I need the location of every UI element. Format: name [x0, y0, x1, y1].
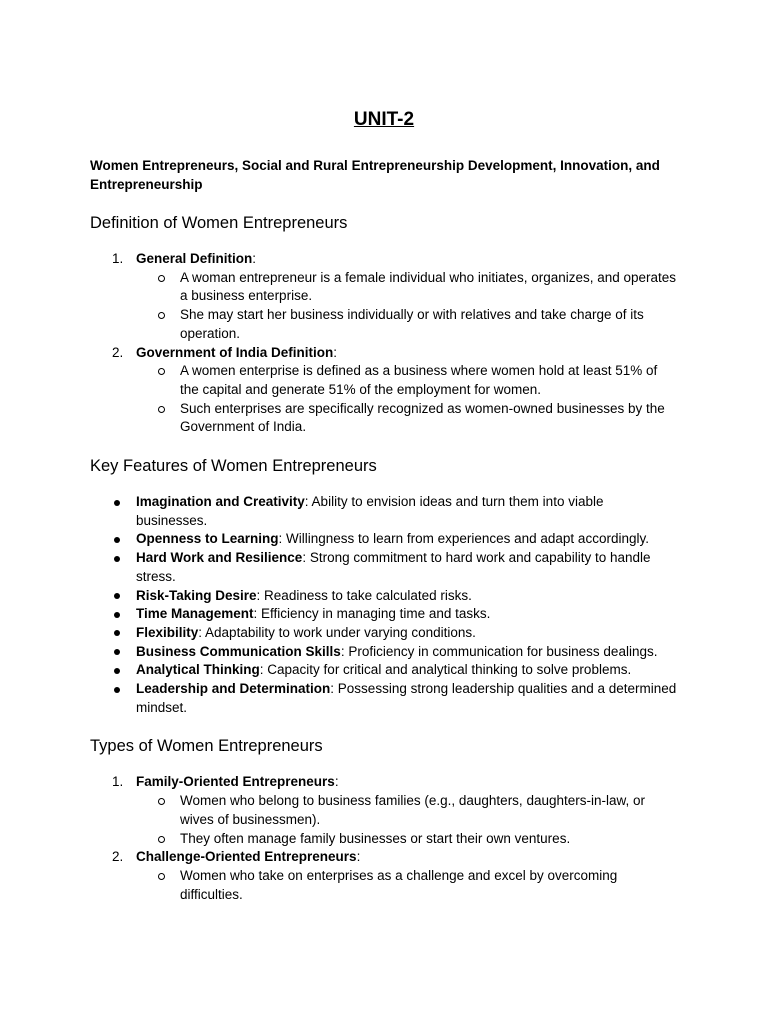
bullet-icon	[114, 687, 120, 693]
list-item-text: : Possessing strong leadership qualities and a determined mindset.	[136, 681, 677, 715]
bullet-icon	[114, 556, 120, 562]
sub-list-text: Such enterprises are specifically recognized as women-owned businesses by the Government of India.	[180, 400, 665, 435]
list-item	[90, 587, 678, 606]
list-item	[90, 680, 678, 717]
list-item	[90, 773, 678, 848]
list-item	[90, 530, 678, 549]
list-item-text: : Strong commitment to hard work and capability to handle stress.	[136, 550, 651, 584]
sub-list	[136, 269, 678, 344]
list-item-term: Analytical Thinking	[136, 662, 260, 678]
list-item-term: Risk-Taking Desire	[136, 587, 257, 603]
list-item-sep: :	[356, 849, 361, 865]
list-number: 1.	[112, 251, 124, 266]
bullet-icon	[114, 668, 120, 674]
sub-list-text: A woman entrepreneur is a female individual who initiates, organizes, and operates a business enterprise.	[180, 269, 677, 304]
list-item-term: Openness to Learning	[136, 531, 279, 547]
sub-list-text: Women who belong to business families (e.g., daughters, daughters-in-law, or wives of businessmen).	[180, 793, 645, 827]
list-item-sep: :	[333, 344, 338, 360]
sub-list-item	[136, 306, 678, 343]
sub-list-item	[136, 792, 678, 829]
definition-list	[90, 250, 678, 437]
list-item-sep: :	[252, 251, 257, 266]
list-item-term: Challenge-Oriented Entrepreneurs	[136, 849, 357, 865]
hollow-bullet-icon	[158, 798, 165, 805]
bullet-icon	[114, 612, 120, 618]
list-number: 1.	[112, 774, 124, 790]
hollow-bullet-icon	[158, 836, 165, 843]
sub-list	[136, 867, 678, 904]
sub-list	[136, 792, 678, 848]
document-subtitle: Women Entrepreneurs, Social and Rural Entrepreneurship Development, Innovation, and Entrepreneurship	[90, 158, 660, 192]
page-title: UNIT-2	[353, 109, 415, 130]
list-item-text: : Willingness to learn from experiences and adapt accordingly.	[278, 531, 649, 547]
sub-list-item	[136, 362, 678, 399]
hollow-bullet-icon	[158, 312, 165, 319]
bullet-icon	[114, 500, 120, 506]
hollow-bullet-icon	[158, 873, 165, 880]
section-heading-definition: Definition of Women Entrepreneurs	[90, 214, 348, 232]
list-item-term: Government of India Definition	[136, 344, 334, 360]
bullet-icon	[114, 630, 120, 636]
list-item-term: General Definition	[136, 251, 253, 266]
sub-list-item	[136, 400, 678, 437]
list-item-text: : Adaptability to work under varying conditions.	[198, 624, 476, 640]
list-item	[90, 493, 678, 530]
list-item-term: Leadership and Determination	[136, 681, 331, 697]
section-heading-types: Types of Women Entrepreneurs	[90, 737, 323, 756]
list-number: 2.	[112, 849, 124, 865]
section-heading-key-features: Key Features of Women Entrepreneurs	[90, 457, 377, 476]
list-item-term: Family-Oriented Entrepreneurs	[136, 774, 335, 790]
sub-list	[136, 362, 678, 437]
list-item	[90, 549, 678, 586]
hollow-bullet-icon	[158, 368, 165, 375]
bullet-icon	[114, 593, 120, 599]
list-item-term: Imagination and Creativity	[136, 494, 305, 510]
sub-list-text: They often manage family businesses or start their own ventures.	[180, 830, 571, 846]
sub-list-item	[136, 867, 678, 904]
list-item-term: Time Management	[136, 606, 254, 622]
list-item-term: Hard Work and Resilience	[136, 550, 303, 566]
list-item	[90, 250, 678, 344]
list-item-text: : Readiness to take calculated risks.	[256, 587, 472, 603]
list-item-text: : Efficiency in managing time and tasks.	[253, 606, 491, 622]
list-item	[90, 344, 678, 438]
list-item	[90, 848, 678, 904]
list-item	[90, 661, 678, 680]
list-item	[90, 605, 678, 624]
hollow-bullet-icon	[158, 406, 165, 413]
types-list	[90, 773, 678, 904]
list-item-term: Business Communication Skills	[136, 643, 341, 659]
bullet-icon	[114, 649, 120, 655]
list-item-term: Flexibility	[136, 624, 199, 640]
list-item-sep: :	[334, 774, 339, 790]
hollow-bullet-icon	[158, 275, 165, 282]
list-item-text: : Capacity for critical and analytical thinking to solve problems.	[259, 662, 632, 678]
list-item	[90, 643, 678, 662]
list-item-text: : Ability to envision ideas and turn them into viable businesses.	[136, 494, 604, 528]
list-item	[90, 624, 678, 643]
sub-list-item	[136, 830, 678, 849]
key-features-list	[90, 493, 678, 717]
sub-list-text: A women enterprise is defined as a business where women hold at least 51% of the capital and generate 51% of the employment for women.	[180, 363, 658, 397]
sub-list-text: Women who take on enterprises as a challenge and excel by overcoming difficulties.	[180, 867, 618, 902]
list-item-text: : Proficiency in communication for business dealings.	[340, 643, 658, 659]
bullet-icon	[114, 537, 120, 543]
sub-list-item	[136, 269, 678, 306]
list-number: 2.	[112, 344, 124, 360]
sub-list-text: She may start her business individually or with relatives and take charge of its operation.	[180, 307, 644, 341]
